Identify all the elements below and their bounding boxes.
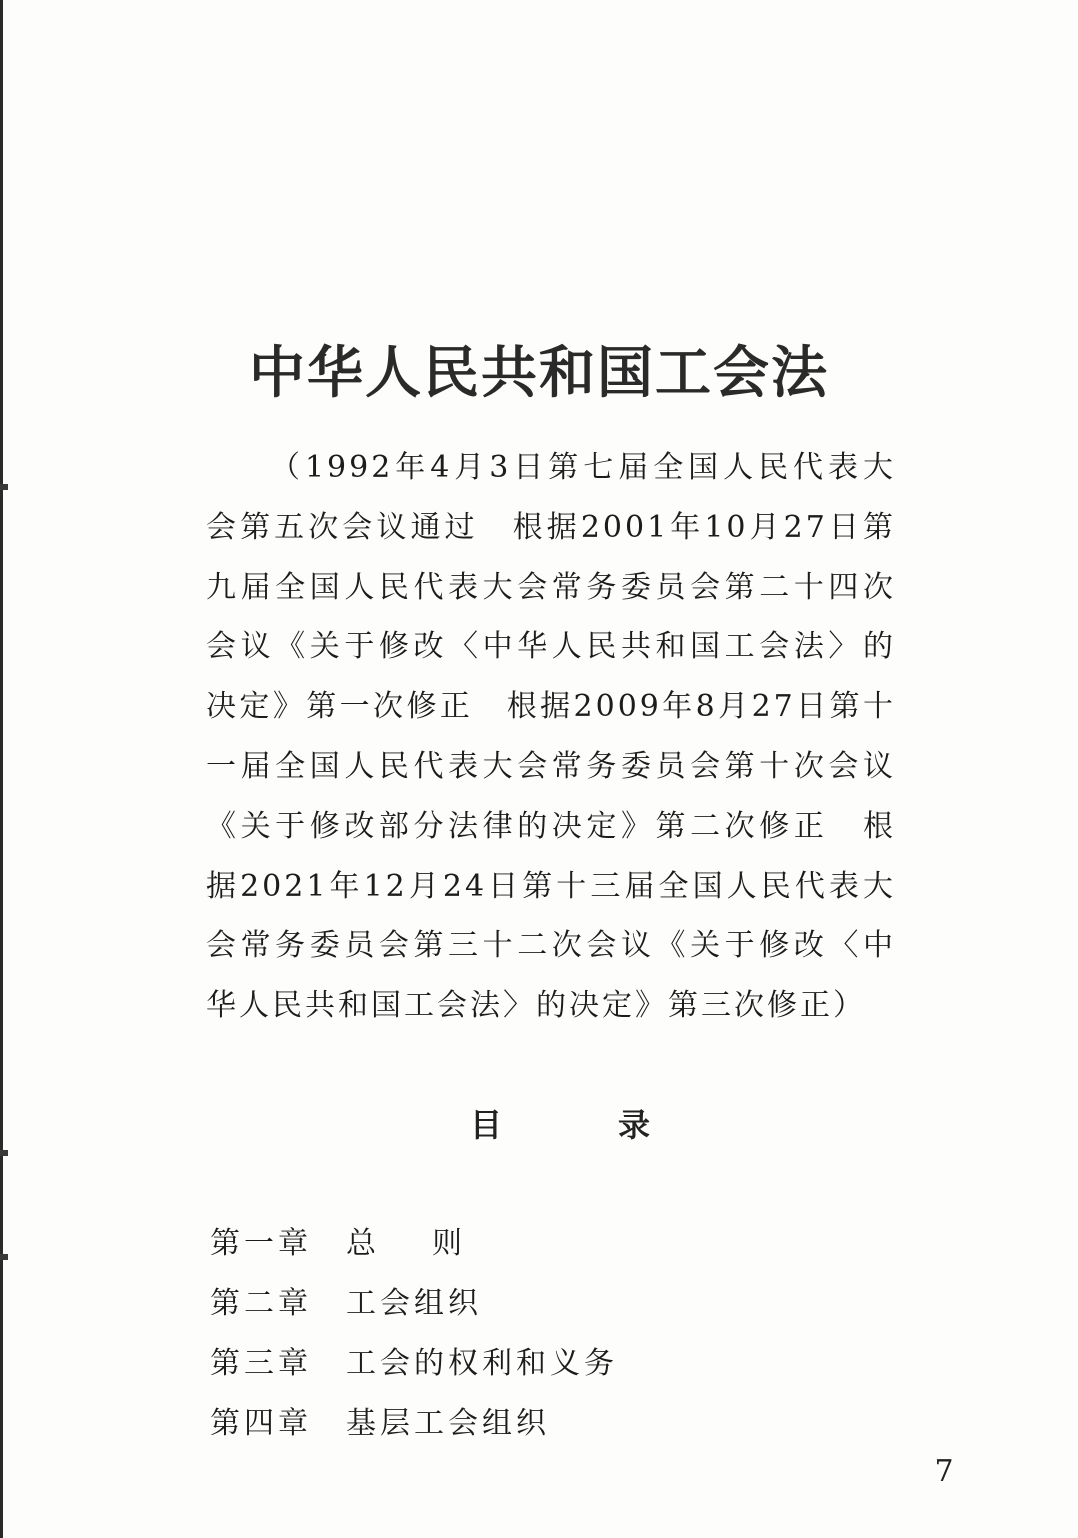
law-title: 中华人民共和国工会法 bbox=[249, 341, 829, 406]
toc-chapter-title: 工会组织 bbox=[346, 1286, 482, 1321]
toc-chapter-number: 第三章 bbox=[210, 1346, 312, 1381]
scan-edge-mark bbox=[0, 1254, 8, 1260]
toc-chapter-title: 总则 bbox=[346, 1226, 518, 1261]
table-of-contents bbox=[210, 1216, 618, 1456]
scan-edge-mark bbox=[0, 484, 8, 490]
toc-item-chapter-1[interactable] bbox=[210, 1216, 618, 1276]
toc-chapter-number: 第一章 bbox=[210, 1226, 312, 1261]
toc-heading bbox=[470, 1100, 650, 1150]
toc-heading-char: 录 bbox=[617, 1106, 650, 1144]
toc-chapter-number: 第二章 bbox=[210, 1286, 312, 1321]
scan-binding-edge bbox=[0, 0, 3, 1538]
scan-edge-mark bbox=[0, 1150, 8, 1156]
toc-chapter-title: 基层工会组织 bbox=[346, 1406, 550, 1441]
toc-chapter-title: 工会的权利和义务 bbox=[346, 1346, 618, 1381]
toc-item-chapter-4[interactable] bbox=[210, 1396, 618, 1456]
legislative-history-note: （1992年4月3日第七届全国人民代表大会第五次会议通过 根据2001年10月27日第九届全国人民代表大会常务委员会第二十四次会议《关于修改〈中华人民共和国工会法〉的决定》第一次修正 根据2009年8月27日第十一届全国人民代表大会常务委员会第十次会议《关于修改部分法律的决定》第二次修正 根据2021年12月24日第十三届全国人民代表大会常务委员会第三十二次会议《关于修改〈中华人民共和国工会法〉的决定》第三次修正） bbox=[206, 450, 896, 1024]
page-number: 7 bbox=[934, 1454, 954, 1489]
toc-item-chapter-3[interactable] bbox=[210, 1336, 618, 1396]
toc-item-chapter-2[interactable] bbox=[210, 1276, 618, 1336]
toc-heading-char: 目 bbox=[470, 1106, 503, 1144]
toc-chapter-number: 第四章 bbox=[210, 1406, 312, 1441]
